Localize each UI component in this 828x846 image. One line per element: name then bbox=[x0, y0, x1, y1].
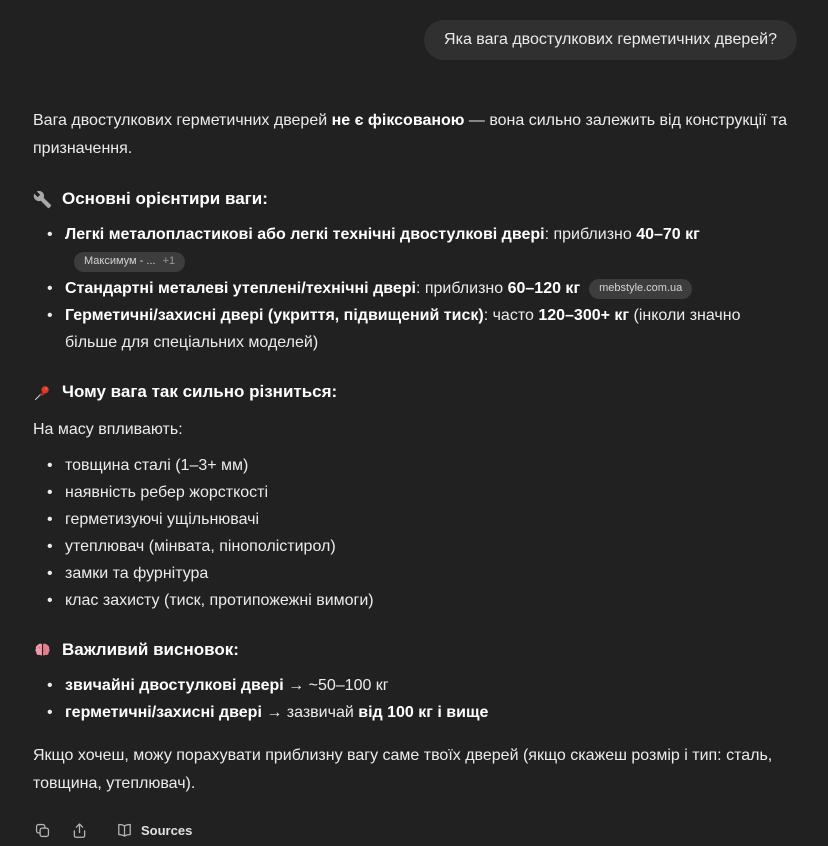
pushpin-icon bbox=[33, 383, 52, 402]
intro-paragraph: Вага двостулкових герметичних дверей не є фіксованою — вона сильно залежить від конструкції та призначення. bbox=[33, 112, 788, 157]
brain-icon bbox=[33, 641, 52, 660]
citation-count: +1 bbox=[162, 255, 176, 267]
list-item: • герметизуючі ущільнювачі bbox=[47, 506, 797, 533]
citation-badge[interactable] bbox=[589, 279, 692, 299]
book-icon bbox=[115, 821, 134, 840]
list-item-text: звичайні двостулкові двері → ~50–100 кг bbox=[65, 677, 389, 694]
citation-badge[interactable] bbox=[74, 252, 185, 272]
list-item: • клас захисту (тиск, протипожежні вимоги) bbox=[47, 587, 797, 614]
message-toolbar bbox=[27, 815, 797, 846]
lead-paragraph: На масу впливають: bbox=[33, 421, 183, 438]
share-icon bbox=[70, 821, 89, 840]
list-item: • замки та фурнітура bbox=[47, 560, 797, 587]
outro-paragraph: Якщо хочеш, можу порахувати приблизну вагу саме твоїх дверей (якщо скажеш розмір і тип: сталь, товщина, утеплювач). bbox=[33, 747, 773, 792]
section-heading-text: Основні орієнтири ваги: bbox=[62, 189, 268, 208]
list-item: • товщина сталі (1–3+ мм) bbox=[47, 452, 797, 479]
list-item-text: герметичні/захисні двері → зазвичай від 100 кг і вище bbox=[65, 704, 489, 721]
assistant-message bbox=[33, 107, 797, 846]
copy-button[interactable] bbox=[27, 815, 58, 846]
section-heading-conclusion bbox=[33, 640, 797, 660]
sources-label: Sources bbox=[141, 823, 193, 838]
section-heading-text: Важливий висновок: bbox=[62, 640, 239, 659]
list-item: • наявність ребер жорсткості bbox=[47, 479, 797, 506]
list-item bbox=[47, 275, 797, 302]
copy-icon bbox=[33, 821, 52, 840]
citation-label: mebstyle.com.ua bbox=[599, 282, 683, 294]
wrench-icon bbox=[33, 190, 52, 209]
list-item bbox=[47, 221, 797, 275]
list-item: • утеплювач (мінвата, пінополістирол) bbox=[47, 533, 797, 560]
list-item-text: Легкі металопластикові або легкі технічні двостулкові двері: приблизно 40–70 кг bbox=[65, 226, 700, 243]
user-message-bubble: Яка вага двостулкових герметичних дверей? bbox=[424, 20, 797, 60]
list-item-text: Стандартні металеві утеплені/технічні двері: приблизно 60–120 кг bbox=[65, 280, 581, 297]
sources-button[interactable] bbox=[109, 815, 198, 846]
conclusion-list bbox=[33, 672, 797, 726]
section-heading-why bbox=[33, 382, 797, 402]
list-item bbox=[47, 302, 797, 356]
list-item bbox=[47, 672, 797, 699]
section-heading-text: Чому вага так сильно різниться: bbox=[62, 382, 338, 401]
user-message-row bbox=[33, 20, 797, 60]
weight-list bbox=[33, 221, 797, 356]
share-button[interactable] bbox=[64, 815, 95, 846]
citation-label: Максимум - ... bbox=[84, 255, 156, 267]
list-item bbox=[47, 699, 797, 726]
section-heading-weight bbox=[33, 189, 797, 209]
list-item-text: Герметичні/захисні двері (укриття, підвищений тиск): часто 120–300+ кг (інколи значно більше для спеціальних моделей) bbox=[65, 307, 741, 351]
factors-list bbox=[33, 452, 797, 614]
